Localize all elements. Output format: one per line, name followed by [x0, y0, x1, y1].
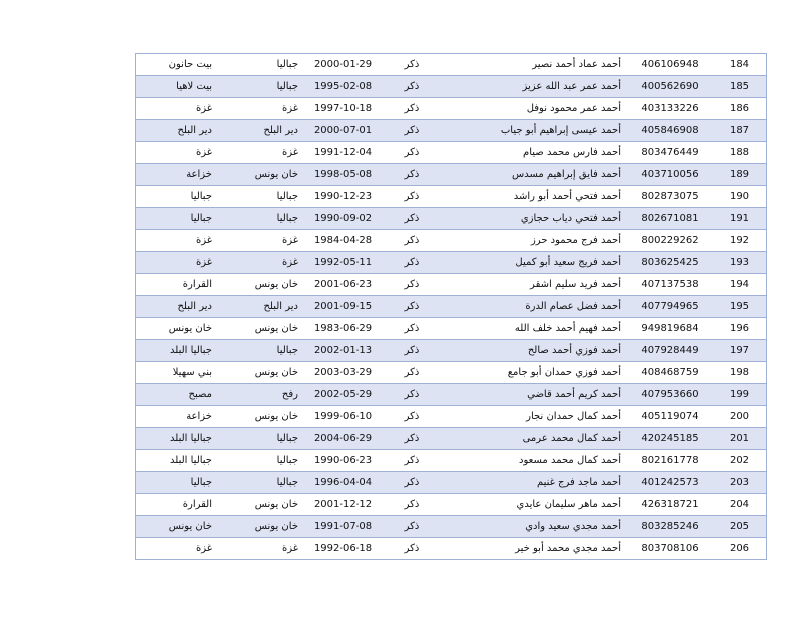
name-cell: أحمد فتحي دياب حجازي [440, 208, 627, 230]
city-cell: خان يونس [218, 516, 302, 538]
town-cell: غزة [136, 98, 219, 120]
city-cell: غزة [218, 230, 302, 252]
id-number-cell: 802671081 [627, 208, 713, 230]
id-number-cell: 803625425 [627, 252, 713, 274]
gender-cell: ذكر [384, 516, 440, 538]
id-number-cell: 803476449 [627, 142, 713, 164]
birthdate-cell: 1990-06-23 [302, 450, 384, 472]
birthdate-cell: 1992-05-11 [302, 252, 384, 274]
town-cell: غزة [136, 538, 219, 560]
gender-cell: ذكر [384, 120, 440, 142]
name-cell: أحمد ماجد فرج غنيم [440, 472, 627, 494]
id-number-cell: 405846908 [627, 120, 713, 142]
name-cell: أحمد مجدي سعيد وادي [440, 516, 627, 538]
city-cell: جباليا [218, 208, 302, 230]
city-cell: خان يونس [218, 274, 302, 296]
row-number-cell: 186 [713, 98, 767, 120]
table-row [136, 450, 767, 472]
city-cell: جباليا [218, 428, 302, 450]
city-cell: جباليا [218, 340, 302, 362]
city-cell: خان يونس [218, 494, 302, 516]
table-row [136, 186, 767, 208]
row-number-cell: 192 [713, 230, 767, 252]
gender-cell: ذكر [384, 450, 440, 472]
row-number-cell: 193 [713, 252, 767, 274]
id-number-cell: 949819684 [627, 318, 713, 340]
name-cell: أحمد فرج محمود حرز [440, 230, 627, 252]
city-cell: غزة [218, 252, 302, 274]
row-number-cell: 196 [713, 318, 767, 340]
gender-cell: ذكر [384, 274, 440, 296]
id-number-cell: 403710056 [627, 164, 713, 186]
row-number-cell: 202 [713, 450, 767, 472]
row-number-cell: 184 [713, 54, 767, 76]
city-cell: غزة [218, 98, 302, 120]
row-number-cell: 197 [713, 340, 767, 362]
gender-cell: ذكر [384, 406, 440, 428]
gender-cell: ذكر [384, 98, 440, 120]
table-row [136, 340, 767, 362]
town-cell: بيت حانون [136, 54, 219, 76]
birthdate-cell: 2000-01-29 [302, 54, 384, 76]
birthdate-cell: 2002-05-29 [302, 384, 384, 406]
name-cell: أحمد فضل عصام الدرة [440, 296, 627, 318]
name-cell: أحمد عيسى إبراهيم أبو جياب [440, 120, 627, 142]
id-number-cell: 400562690 [627, 76, 713, 98]
birthdate-cell: 1992-06-18 [302, 538, 384, 560]
table-row [136, 54, 767, 76]
gender-cell: ذكر [384, 318, 440, 340]
gender-cell: ذكر [384, 252, 440, 274]
name-cell: أحمد فريج سعيد أبو كميل [440, 252, 627, 274]
town-cell: مصبح [136, 384, 219, 406]
name-cell: أحمد ماهر سليمان عايدي [440, 494, 627, 516]
table-row [136, 142, 767, 164]
table-row [136, 230, 767, 252]
table-row [136, 362, 767, 384]
table-row [136, 384, 767, 406]
id-number-cell: 406106948 [627, 54, 713, 76]
name-cell: أحمد مجدي محمد أبو خير [440, 538, 627, 560]
birthdate-cell: 2003-03-29 [302, 362, 384, 384]
id-number-cell: 802873075 [627, 186, 713, 208]
city-cell: غزة [218, 142, 302, 164]
id-number-cell: 403133226 [627, 98, 713, 120]
gender-cell: ذكر [384, 76, 440, 98]
birthdate-cell: 1997-10-18 [302, 98, 384, 120]
gender-cell: ذكر [384, 472, 440, 494]
table-row [136, 538, 767, 560]
gender-cell: ذكر [384, 142, 440, 164]
birthdate-cell: 1991-07-08 [302, 516, 384, 538]
city-cell: خان يونس [218, 318, 302, 340]
table-row [136, 120, 767, 142]
gender-cell: ذكر [384, 164, 440, 186]
city-cell: جباليا [218, 54, 302, 76]
gender-cell: ذكر [384, 384, 440, 406]
row-number-cell: 201 [713, 428, 767, 450]
table-row [136, 274, 767, 296]
town-cell: بني سهيلا [136, 362, 219, 384]
table-row [136, 76, 767, 98]
city-cell: جباليا [218, 76, 302, 98]
table-row [136, 208, 767, 230]
city-cell: خان يونس [218, 164, 302, 186]
row-number-cell: 188 [713, 142, 767, 164]
town-cell: غزة [136, 142, 219, 164]
city-cell: جباليا [218, 472, 302, 494]
table-row [136, 98, 767, 120]
name-cell: أحمد كريم أحمد قاضي [440, 384, 627, 406]
row-number-cell: 198 [713, 362, 767, 384]
id-number-cell: 407928449 [627, 340, 713, 362]
row-number-cell: 189 [713, 164, 767, 186]
table-row [136, 472, 767, 494]
city-cell: دير البلح [218, 296, 302, 318]
id-number-cell: 407137538 [627, 274, 713, 296]
birthdate-cell: 1995-02-08 [302, 76, 384, 98]
birthdate-cell: 1998-05-08 [302, 164, 384, 186]
table-row [136, 318, 767, 340]
gender-cell: ذكر [384, 186, 440, 208]
id-number-cell: 408468759 [627, 362, 713, 384]
gender-cell: ذكر [384, 208, 440, 230]
name-cell: أحمد كمال حمدان نجار [440, 406, 627, 428]
row-number-cell: 199 [713, 384, 767, 406]
name-cell: أحمد فوزي أحمد صالح [440, 340, 627, 362]
birthdate-cell: 1991-12-04 [302, 142, 384, 164]
row-number-cell: 194 [713, 274, 767, 296]
town-cell: جباليا البلد [136, 428, 219, 450]
birthdate-cell: 1999-06-10 [302, 406, 384, 428]
town-cell: القرارة [136, 274, 219, 296]
town-cell: القرارة [136, 494, 219, 516]
id-number-cell: 426318721 [627, 494, 713, 516]
town-cell: خزاعة [136, 164, 219, 186]
city-cell: رفح [218, 384, 302, 406]
town-cell: جباليا [136, 472, 219, 494]
id-number-cell: 407794965 [627, 296, 713, 318]
name-cell: أحمد كمال محمد مسعود [440, 450, 627, 472]
row-number-cell: 200 [713, 406, 767, 428]
birthdate-cell: 1990-09-02 [302, 208, 384, 230]
id-number-cell: 407953660 [627, 384, 713, 406]
town-cell: دير البلح [136, 296, 219, 318]
town-cell: خان يونس [136, 318, 219, 340]
id-number-cell: 420245185 [627, 428, 713, 450]
town-cell: جباليا البلد [136, 450, 219, 472]
birthdate-cell: 2004-06-29 [302, 428, 384, 450]
id-number-cell: 800229262 [627, 230, 713, 252]
gender-cell: ذكر [384, 54, 440, 76]
name-cell: أحمد عمر عبد الله عزيز [440, 76, 627, 98]
birthdate-cell: 2000-07-01 [302, 120, 384, 142]
town-cell: جباليا البلد [136, 340, 219, 362]
name-cell: أحمد عماد أحمد نصير [440, 54, 627, 76]
name-cell: أحمد فريد سليم اشقر [440, 274, 627, 296]
id-number-cell: 802161778 [627, 450, 713, 472]
city-cell: غزة [218, 538, 302, 560]
birthdate-cell: 2002-01-13 [302, 340, 384, 362]
table-row [136, 164, 767, 186]
table-row [136, 516, 767, 538]
birthdate-cell: 1990-12-23 [302, 186, 384, 208]
city-cell: خان يونس [218, 362, 302, 384]
birthdate-cell: 1996-04-04 [302, 472, 384, 494]
table-row [136, 494, 767, 516]
birthdate-cell: 2001-12-12 [302, 494, 384, 516]
table-row [136, 296, 767, 318]
row-number-cell: 206 [713, 538, 767, 560]
town-cell: جباليا [136, 208, 219, 230]
row-number-cell: 195 [713, 296, 767, 318]
row-number-cell: 187 [713, 120, 767, 142]
gender-cell: ذكر [384, 340, 440, 362]
town-cell: خان يونس [136, 516, 219, 538]
gender-cell: ذكر [384, 362, 440, 384]
table-row [136, 428, 767, 450]
city-cell: خان يونس [218, 406, 302, 428]
row-number-cell: 185 [713, 76, 767, 98]
gender-cell: ذكر [384, 428, 440, 450]
town-cell: جباليا [136, 186, 219, 208]
table-body [136, 54, 767, 560]
birthdate-cell: 2001-06-23 [302, 274, 384, 296]
id-number-cell: 405119074 [627, 406, 713, 428]
gender-cell: ذكر [384, 296, 440, 318]
table-row [136, 406, 767, 428]
birthdate-cell: 1983-06-29 [302, 318, 384, 340]
id-number-cell: 803285246 [627, 516, 713, 538]
id-number-cell: 803708106 [627, 538, 713, 560]
birthdate-cell: 2001-09-15 [302, 296, 384, 318]
town-cell: غزة [136, 252, 219, 274]
name-cell: أحمد فتحي أحمد أبو راشد [440, 186, 627, 208]
town-cell: غزة [136, 230, 219, 252]
town-cell: دير البلح [136, 120, 219, 142]
row-number-cell: 204 [713, 494, 767, 516]
name-cell: أحمد عمر محمود نوفل [440, 98, 627, 120]
gender-cell: ذكر [384, 230, 440, 252]
city-cell: جباليا [218, 186, 302, 208]
town-cell: خزاعة [136, 406, 219, 428]
city-cell: دير البلح [218, 120, 302, 142]
name-cell: أحمد فارس محمد صيام [440, 142, 627, 164]
id-number-cell: 401242573 [627, 472, 713, 494]
name-cell: أحمد كمال محمد عرمى [440, 428, 627, 450]
row-number-cell: 190 [713, 186, 767, 208]
gender-cell: ذكر [384, 538, 440, 560]
table-row [136, 252, 767, 274]
birthdate-cell: 1984-04-28 [302, 230, 384, 252]
name-cell: أحمد فهيم أحمد خلف الله [440, 318, 627, 340]
gender-cell: ذكر [384, 494, 440, 516]
records-table [135, 53, 767, 560]
city-cell: جباليا [218, 450, 302, 472]
name-cell: أحمد فايق إبراهيم مسدس [440, 164, 627, 186]
row-number-cell: 205 [713, 516, 767, 538]
name-cell: أحمد فوزي حمدان أبو جامع [440, 362, 627, 384]
row-number-cell: 191 [713, 208, 767, 230]
town-cell: بيت لاهيا [136, 76, 219, 98]
row-number-cell: 203 [713, 472, 767, 494]
